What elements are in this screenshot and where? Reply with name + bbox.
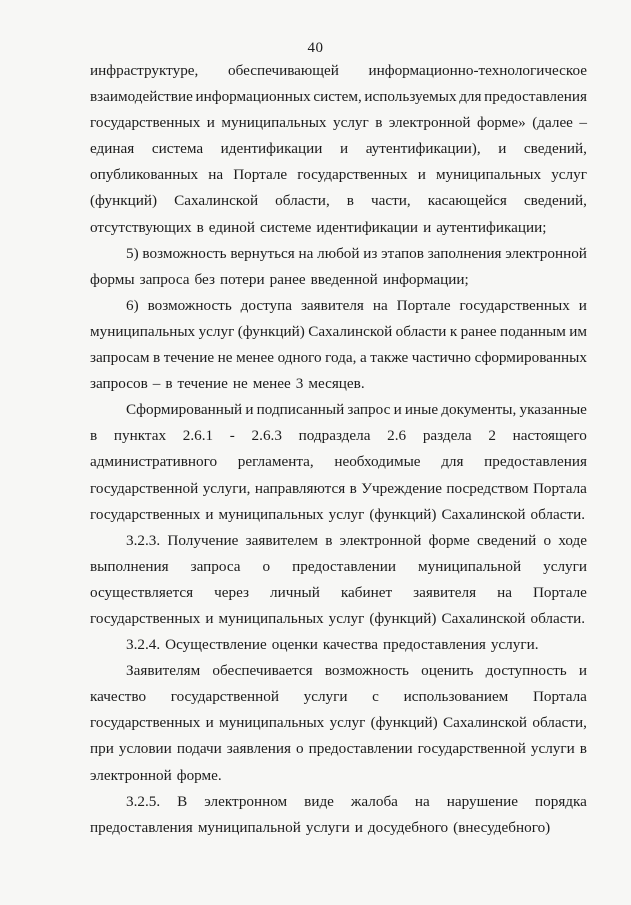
text-line: 3.2.4. Осуществление оценки качества предоставления услуги. xyxy=(126,636,539,654)
paragraph-item-6 xyxy=(90,293,587,397)
paragraph-section-3-2-4 xyxy=(90,632,587,658)
text-line: 6) возможность доступа заявителя на Портале государственных и xyxy=(126,296,587,314)
text-line: в пунктах 2.6.1 - 2.6.3 подраздела 2.6 раздела 2 настоящего xyxy=(90,427,587,445)
paragraph-item-5 xyxy=(90,241,587,293)
text-line: муниципальных услуг (функций) Сахалинской области к ранее поданным им xyxy=(90,322,587,340)
paragraph-section-3-2-3 xyxy=(90,528,587,632)
text-line: 3.2.5. В электронном виде жалоба на нарушение порядка xyxy=(126,792,587,810)
text-line: Сформированный и подписанный запрос и иные документы, указанные xyxy=(126,401,587,419)
text-line: государственных и муниципальных услуг (функций) Сахалинской области, xyxy=(90,714,587,732)
text-line: формы запроса без потери ранее введенной информации; xyxy=(90,270,469,288)
text-line: запросов – в течение не менее 3 месяцев. xyxy=(90,375,365,393)
text-line: запросам в течение не менее одного года, а также частично сформированных xyxy=(90,349,587,367)
text-line: качество государственной услуги с использованием Портала xyxy=(90,688,587,706)
text-line: взаимодействие информационных систем, используемых для предоставления xyxy=(90,88,587,106)
text-line: инфраструктуре, обеспечивающей информационно-технологическое xyxy=(90,62,587,79)
text-line: отсутствующих в единой системе идентификации и аутентификации; xyxy=(90,218,547,236)
text-line: Заявителям обеспечивается возможность оценить доступность и xyxy=(126,662,587,680)
paragraph-evaluation xyxy=(90,658,587,788)
text-line: государственных и муниципальных услуг (функций) Сахалинской области. xyxy=(90,609,586,627)
text-line: (функций) Сахалинской области, в части, касающейся сведений, xyxy=(90,192,587,210)
paragraph-continuation xyxy=(90,58,587,241)
text-line: выполнения запроса о предоставлении муниципальной услуги xyxy=(90,557,587,575)
text-line: единая система идентификации и аутентификации), и сведений, xyxy=(90,140,587,158)
text-line: осуществляется через личный кабинет заявителя на Портале xyxy=(90,583,587,601)
text-line: 5) возможность вернуться на любой из этапов заполнения электронной xyxy=(126,244,587,262)
text-line: опубликованных на Портале государственных и муниципальных услуг xyxy=(90,166,587,184)
paragraph-formed-request xyxy=(90,397,587,527)
text-line: предоставления муниципальной услуги и досудебного (внесудебного) xyxy=(90,818,551,836)
page-number: 40 xyxy=(307,40,324,56)
text-line: государственной услуги, направляются в Учреждение посредством Портала xyxy=(90,479,587,497)
text-line: электронной форме. xyxy=(90,766,222,784)
text-line: 3.2.3. Получение заявителем в электронной форме сведений о ходе xyxy=(126,531,587,549)
paragraph-section-3-2-5 xyxy=(90,789,587,841)
text-line: административного регламента, необходимые для предоставления xyxy=(90,453,587,471)
text-line: государственных и муниципальных услуг (функций) Сахалинской области. xyxy=(90,505,586,523)
document-body xyxy=(90,58,587,841)
text-line: при условии подачи заявления о предоставлении государственной услуги в xyxy=(90,740,587,758)
text-line: государственных и муниципальных услуг в электронной форме» (далее – xyxy=(90,114,587,132)
